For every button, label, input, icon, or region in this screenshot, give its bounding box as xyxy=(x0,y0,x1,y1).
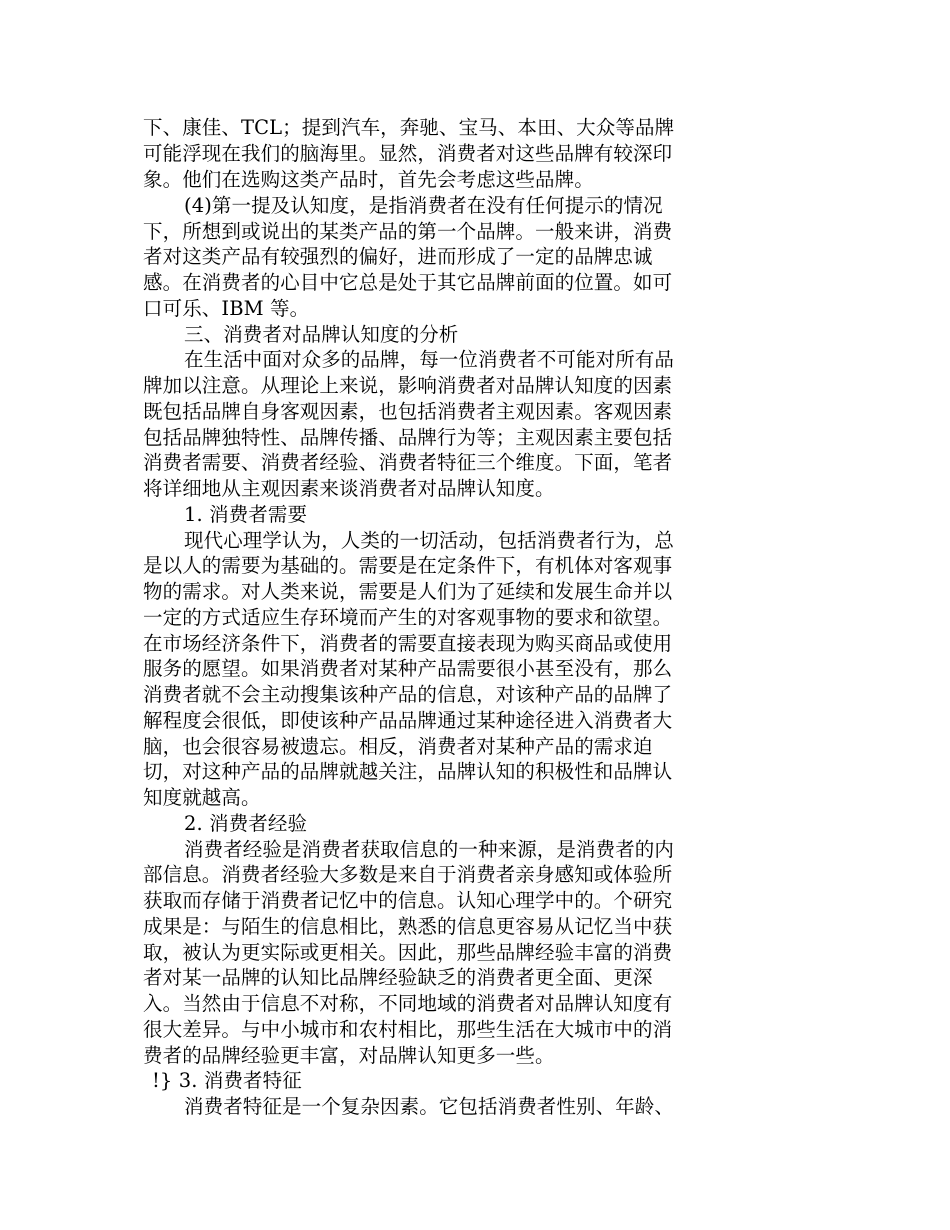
text-line: 脑，也会很容易被遗忘。相反，消费者对某种产品的需求迫 xyxy=(143,735,653,758)
text-line: 者对这类产品有较强烈的偏好，进而形成了一定的品牌忠诚 xyxy=(143,245,653,268)
text-line: 下、康佳、TCL；提到汽车，奔驰、宝马、本田、大众等品牌 xyxy=(143,116,675,139)
text-line: 将详细地从主观因素来谈消费者对品牌认知度。 xyxy=(143,477,555,500)
text-line: 一定的方式适应生存环境而产生的对客观事物的要求和欲望。 xyxy=(143,606,673,629)
subsection-heading: 2. 消费者经验 xyxy=(184,812,308,835)
text-line: 服务的愿望。如果消费者对某种产品需要很小甚至没有，那么 xyxy=(143,657,673,680)
text-line: 切，对这种产品的品牌就越关注，品牌认知的积极性和品牌认 xyxy=(143,760,673,783)
paragraph-start-line: 在生活中面对众多的品牌，每一位消费者不可能对所有品 xyxy=(184,348,675,371)
text-line: 知度就越高。 xyxy=(143,786,261,809)
subsection-heading: !} 3. 消费者特征 xyxy=(152,1069,302,1092)
text-line: 者对某一品牌的认知比品牌经验缺乏的消费者更全面、更深 xyxy=(143,966,653,989)
text-line: 成果是：与陌生的信息相比，熟悉的信息更容易从记忆当中获 xyxy=(143,915,673,938)
text-line: 感。在消费者的心目中它总是处于其它品牌前面的位置。如可 xyxy=(143,271,673,294)
text-line: 入。当然由于信息不对称，不同地域的消费者对品牌认知度有 xyxy=(143,992,673,1015)
text-line: 物的需求。对人类来说，需要是人们为了延续和发展生命并以 xyxy=(143,580,673,603)
paragraph-start-line: 现代心理学认为，人类的一切活动，包括消费者行为，总 xyxy=(184,529,675,552)
text-line: 很大差异。与中小城市和农村相比，那些生活在大城市中的消 xyxy=(143,1018,673,1041)
paragraph-start-line: 消费者经验是消费者获取信息的一种来源，是消费者的内 xyxy=(184,838,675,861)
text-line: 消费者就不会主动搜集该种产品的信息，对该种产品的品牌了 xyxy=(143,683,673,706)
text-line: 象。他们在选购这类产品时，首先会考虑这些品牌。 xyxy=(143,168,594,191)
text-line: 牌加以注意。从理论上来说，影响消费者对品牌认知度的因素 xyxy=(143,374,673,397)
paragraph-start-line: 消费者特征是一个复杂因素。它包括消费者性别、年龄、 xyxy=(184,1095,675,1118)
text-line: 是以人的需要为基础的。需要是在定条件下，有机体对客观事 xyxy=(143,554,673,577)
text-line: 取，被认为更实际或更相关。因此，那些品牌经验丰富的消费 xyxy=(143,941,673,964)
text-line: 部信息。消费者经验大多数是来自于消费者亲身感知或体验所 xyxy=(143,863,673,886)
text-line: 既包括品牌自身客观因素，也包括消费者主观因素。客观因素 xyxy=(143,400,673,423)
text-line: 下，所想到或说出的某类产品的第一个品牌。一般来讲，消费 xyxy=(143,220,673,243)
text-line: 在市场经济条件下，消费者的需要直接表现为购买商品或使用 xyxy=(143,632,673,655)
paragraph-start-line: (4)第一提及认知度，是指消费者在没有任何提示的情况 xyxy=(184,194,663,217)
text-line: 包括品牌独特性、品牌传播、品牌行为等；主观因素主要包括 xyxy=(143,426,673,449)
text-line: 可能浮现在我们的脑海里。显然，消费者对这些品牌有较深印 xyxy=(143,142,673,165)
text-line: 解程度会很低，即使该种产品品牌通过某种途径进入消费者大 xyxy=(143,709,673,732)
text-line: 消费者需要、消费者经验、消费者特征三个维度。下面，笔者 xyxy=(143,451,673,474)
text-line: 费者的品牌经验更丰富，对品牌认知更多一些。 xyxy=(143,1044,555,1067)
text-line: 口可乐、IBM 等。 xyxy=(143,297,310,320)
text-line: 获取而存储于消费者记忆中的信息。认知心理学中的。个研究 xyxy=(143,889,673,912)
subsection-heading: 1. 消费者需要 xyxy=(184,503,308,526)
section-heading: 三、消费者对品牌认知度的分析 xyxy=(184,323,459,346)
